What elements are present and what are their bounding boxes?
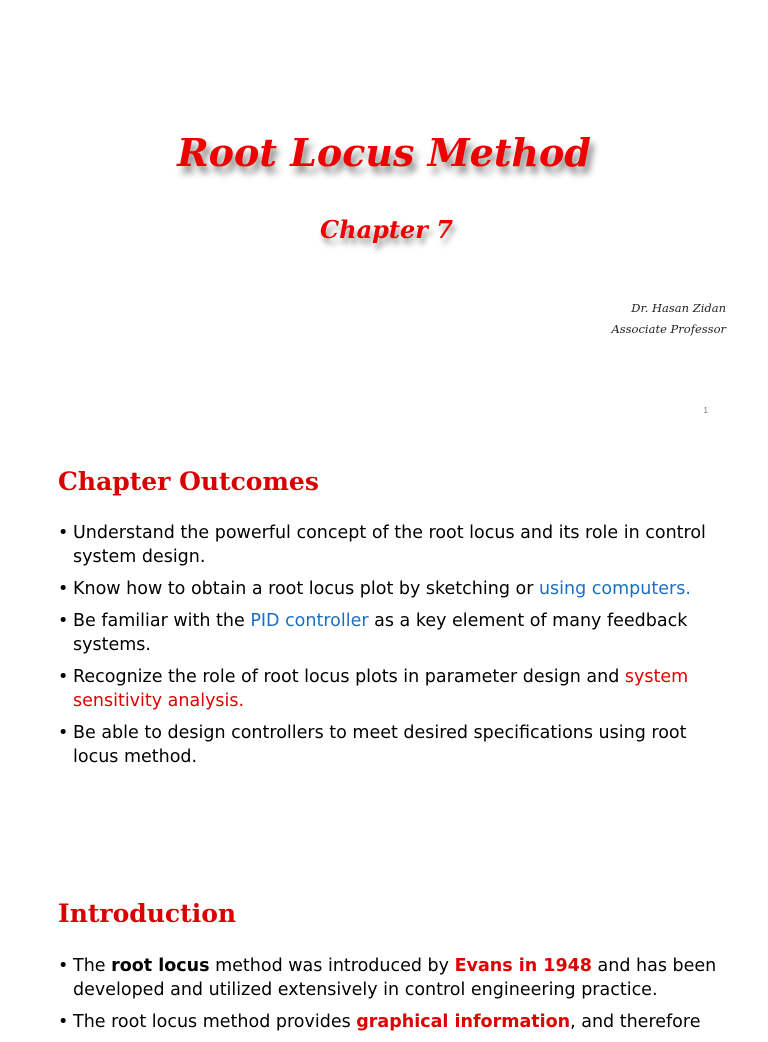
outcomes-slide (0, 432, 768, 864)
bullet-icon: • (58, 523, 69, 543)
list-item: • Understand the powerful concept of the root locus and its role in control system design. (58, 523, 706, 567)
intro-list (58, 954, 730, 1042)
bullet-icon: • (58, 723, 69, 743)
list-item: • The root locus method was introduced by Evans in 1948 and has been developed and utilized extensively in control engineering practice. (58, 956, 717, 1000)
list-item: • Recognize the role of root locus plots in parameter design and system sensitivity analysis. (58, 667, 689, 711)
bullet-icon: • (58, 667, 69, 687)
bullet-icon: • (58, 579, 69, 599)
highlight-text: graphical information (356, 1012, 571, 1032)
list-item: • Know how to obtain a root locus plot by sketching or using computers. (58, 579, 691, 599)
bullet-icon: • (58, 1012, 69, 1032)
highlight-text: Evans in 1948 (454, 956, 592, 976)
chapter-label: Chapter 7 (320, 215, 453, 244)
highlight-text: using computers. (538, 579, 691, 599)
author-name: Dr. Hasan Zidan (631, 301, 726, 315)
highlight-text: system sensitivity analysis. (73, 667, 689, 711)
page-number: 1 (703, 406, 708, 415)
highlight-text: PID controller (250, 611, 369, 631)
list-item: • Be familiar with the PID controller as a key element of many feedback systems. (58, 611, 688, 655)
author-title: Associate Professor (611, 322, 726, 336)
slide-title: Root Locus Method (177, 130, 591, 175)
outcomes-list (58, 521, 730, 777)
bold-term: root locus (111, 956, 210, 976)
bullet-icon: • (58, 956, 69, 976)
introduction-slide (0, 864, 768, 1032)
title-slide (0, 0, 768, 432)
bullet-icon: • (58, 611, 69, 631)
section-heading: Introduction (58, 899, 237, 928)
list-item: • The root locus method provides graphical information, and therefore (58, 1012, 701, 1032)
list-item: • Be able to design controllers to meet desired specifications using root locus method. (58, 723, 687, 767)
section-heading: Chapter Outcomes (58, 467, 319, 496)
author-block (611, 298, 726, 340)
